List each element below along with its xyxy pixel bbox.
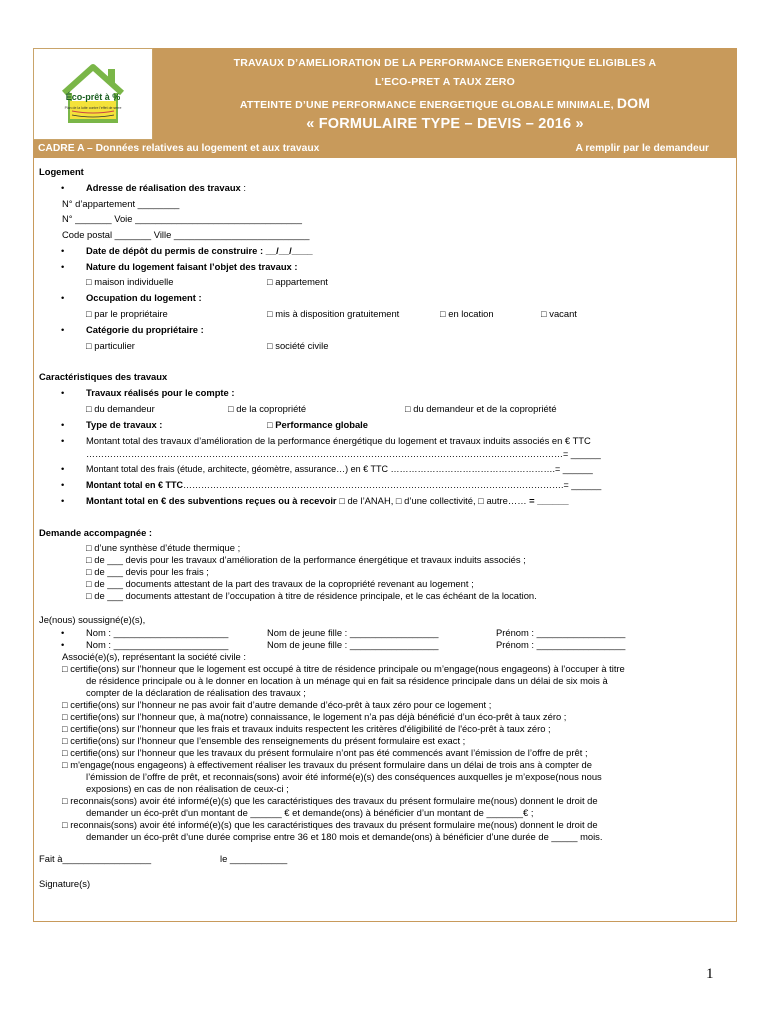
- signature-field[interactable]: Signature(s): [39, 878, 91, 889]
- bullet-icon: •: [61, 324, 65, 335]
- type-label: Type de travaux :: [86, 419, 163, 430]
- bullet-icon: •: [61, 495, 65, 506]
- page-number: 1: [706, 966, 714, 982]
- perf-globale-checkbox[interactable]: □ Performance globale: [267, 419, 369, 430]
- title-line-1: TRAVAUX D’AMELIORATION DE LA PERFORMANCE ENERGETIQUE ELIGIBLES A: [233, 57, 657, 69]
- bullet-icon: •: [61, 245, 65, 256]
- title-line-4: « FORMULAIRE TYPE – DEVIS – 2016 »: [306, 116, 584, 132]
- subventions-total: = ______: [526, 495, 569, 506]
- subventions-label: Montant total en € des subventions reçues ou à recevoir: [86, 495, 337, 506]
- total-ttc-dots: ……………………………………………………………………………………………………………….= ______: [183, 480, 602, 490]
- code-postal-field[interactable]: Code postal _______ Ville __________________________: [62, 229, 310, 240]
- frais-field[interactable]: Montant total des frais (étude, architecte, géomètre, assurance…) en € TTC ……………………………………………….= ______: [86, 464, 593, 474]
- bullet-icon: •: [61, 463, 65, 474]
- vacant-checkbox[interactable]: □ vacant: [541, 308, 577, 319]
- total-ttc-field[interactable]: [86, 479, 601, 491]
- title-dom: DOM: [616, 95, 651, 111]
- location-checkbox[interactable]: □ en location: [440, 308, 494, 319]
- voie-field[interactable]: N° _______ Voie ________________________________: [62, 213, 302, 224]
- caracteristiques-heading: Caractéristiques des travaux: [39, 371, 168, 382]
- declaration-line[interactable]: □ certifie(ons) sur l’honneur que les travaux du présent formulaire n’ont pas été commencés avant l’émission de l’offre de prêt ;: [62, 747, 588, 758]
- prenom-field-2[interactable]: Prénom : _________________: [496, 639, 626, 650]
- declaration-line[interactable]: □ certifie(ons) sur l’honneur que, à ma(notre) connaissance, le logement n’a pas déjà bénéficié d’un éco-prêt à taux zéro ;: [62, 711, 567, 722]
- declaration-line[interactable]: □ certifie(ons) sur l’honneur ne pas avoir fait d’autre demande d’éco-prêt à taux zéro pour ce logement ;: [62, 699, 492, 710]
- cadre-a-title: CADRE A – Données relatives au logement et aux travaux: [38, 143, 320, 154]
- bullet-icon: •: [61, 627, 65, 638]
- form-title: [153, 48, 737, 140]
- bullet-icon: •: [61, 292, 65, 303]
- form-header: [33, 48, 737, 140]
- logo-text: Éco-prêt à %: [65, 92, 121, 102]
- appartement-field[interactable]: N° d’appartement ________: [62, 198, 180, 209]
- declaration-line[interactable]: □ reconnais(sons) avoir été informé(e)(s) que les caractéristiques des travaux du présent formulaire me(nous) donnent le droit de: [62, 795, 598, 806]
- particulier-checkbox[interactable]: □ particulier: [86, 340, 135, 351]
- demande-item[interactable]: □ d’une synthèse d’étude thermique ;: [86, 542, 241, 553]
- jeune-fille-field-2[interactable]: Nom de jeune fille : _________________: [267, 639, 439, 650]
- adresse-colon: :: [240, 182, 246, 193]
- declaration-line[interactable]: □ m'engage(nous engageons) à effectivement réaliser les travaux du présent formulaire dans un délai de trois ans à compter de: [62, 759, 592, 770]
- title-line-3-text: ATTEINTE D’UNE PERFORMANCE ENERGETIQUE GLOBALE MINIMALE,: [239, 99, 614, 111]
- bullet-icon: •: [61, 639, 65, 650]
- logement-heading: Logement: [39, 166, 84, 177]
- cadre-a-note: A remplir par le demandeur: [575, 143, 709, 154]
- title-line-2: L’ECO-PRET A TAUX ZERO: [375, 76, 515, 88]
- nom-field-2[interactable]: Nom : ______________________: [86, 639, 229, 650]
- bullet-icon: •: [61, 387, 65, 398]
- du-demandeur-checkbox[interactable]: □ du demandeur: [86, 403, 155, 414]
- montant-ttc-label: Montant total des travaux d’amélioration de la performance énergétique du logement et travaux induits associés en € TTC: [86, 435, 591, 446]
- associes-label: Associé(e)(s), représentant la société civile :: [62, 651, 246, 662]
- declaration-line[interactable]: □ certifie(ons) sur l’honneur que les frais et travaux induits respectent les critères d'éligibilité de l'éco-prêt à taux zéro ;: [62, 723, 551, 734]
- nom-field-1[interactable]: Nom : ______________________: [86, 627, 229, 638]
- bullet-icon: •: [61, 182, 65, 193]
- bullet-icon: •: [61, 435, 65, 446]
- subventions-field[interactable]: [86, 495, 569, 507]
- bullet-icon: •: [61, 261, 65, 272]
- date-le-field[interactable]: le ___________: [220, 853, 288, 864]
- house-logo-icon: [34, 49, 152, 139]
- demande-item[interactable]: □ de ___ devis pour les travaux d’amélioration de la performance énergétique et travaux induits associés ;: [86, 554, 526, 565]
- adresse-label-text: Adresse de réalisation des travaux: [86, 182, 241, 193]
- declaration-line: de résidence principale ou à le donner en location à un ménage qui en fait sa résidence principale dans un délai de six mois à: [86, 675, 608, 686]
- montant-ttc-field[interactable]: ……………………………………………………………………………………………………………………………………………= ______: [86, 449, 601, 459]
- declaration-line: demander un éco-prêt d'un montant de ______ € et demande(ons) à bénéficier d’un montant de _______€ ;: [86, 807, 534, 818]
- fait-a-field[interactable]: Fait à_________________: [39, 853, 152, 864]
- copropriete-checkbox[interactable]: □ de la copropriété: [228, 403, 307, 414]
- cadre-a-bar: [33, 140, 737, 158]
- prenom-field-1[interactable]: Prénom : _________________: [496, 627, 626, 638]
- bullet-icon: •: [61, 479, 65, 490]
- proprietaire-checkbox[interactable]: □ par le propriétaire: [86, 308, 168, 319]
- subventions-options: □ de l’ANAH, □ d’une collectivité, □ autre……: [336, 495, 527, 506]
- declaration-line[interactable]: □ certifie(ons) sur l’honneur que l’ensemble des renseignements du présent formulaire est exact ;: [62, 735, 466, 746]
- eco-pret-logo: [33, 48, 153, 140]
- soussigne-label: Je(nous) soussigné(e)(s),: [39, 614, 146, 625]
- date-depot-field[interactable]: Date de dépôt du permis de construire : __/__/____: [86, 245, 313, 256]
- gratuit-checkbox[interactable]: □ mis à disposition gratuitement: [267, 308, 400, 319]
- declaration-line: exposions) en cas de non réalisation de ceux-ci ;: [86, 783, 289, 794]
- demande-item[interactable]: □ de ___ devis pour les frais ;: [86, 566, 209, 577]
- adresse-label: [86, 182, 246, 194]
- bullet-icon: •: [61, 419, 65, 430]
- declaration-line[interactable]: □ reconnais(sons) avoir été informé(e)(s) que les caractéristiques des travaux du présent formulaire me(nous) donnent le droit de: [62, 819, 598, 830]
- appartement-checkbox[interactable]: □ appartement: [267, 276, 328, 287]
- categorie-label: Catégorie du propriétaire :: [86, 324, 204, 335]
- societe-checkbox[interactable]: □ société civile: [267, 340, 329, 351]
- maison-checkbox[interactable]: □ maison individuelle: [86, 276, 174, 287]
- dem-copro-checkbox[interactable]: □ du demandeur et de la copropriété: [405, 403, 557, 414]
- total-ttc-label: Montant total en € TTC: [86, 480, 183, 490]
- logo-subtext: Plan de la lutte contre l'effet de serre: [64, 106, 122, 110]
- title-line-3: [154, 95, 736, 111]
- demande-item[interactable]: □ de ___ documents attestant de la part des travaux de la copropriété revenant au logement ;: [86, 578, 474, 589]
- occupation-label: Occupation du logement :: [86, 292, 202, 303]
- demande-item[interactable]: □ de ___ documents attestant de l’occupation à titre de résidence principale, et le cas échéant de la location.: [86, 590, 537, 601]
- declaration-line: demander un éco-prêt d’une durée comprise entre 36 et 180 mois et demande(ons) à bénéficier d’une durée de _____ mois.: [86, 831, 603, 842]
- declaration-line[interactable]: □ certifie(ons) sur l’honneur que le logement est occupé à titre de résidence principale ou m’engage(nous engageons) à l’occuper à titre: [62, 663, 625, 674]
- declaration-line: l’émission de l’offre de prêt, et reconnais(sons) avoir été informé(e)(s) des conséquences auxquelles je m’expose(nous nous: [86, 771, 602, 782]
- demande-heading: Demande accompagnée :: [39, 527, 153, 538]
- declaration-line: compter de la déclaration de réalisation des travaux ;: [86, 687, 306, 698]
- realises-label: Travaux réalisés pour le compte :: [86, 387, 235, 398]
- jeune-fille-field-1[interactable]: Nom de jeune fille : _________________: [267, 627, 439, 638]
- nature-label: Nature du logement faisant l’objet des travaux :: [86, 261, 298, 272]
